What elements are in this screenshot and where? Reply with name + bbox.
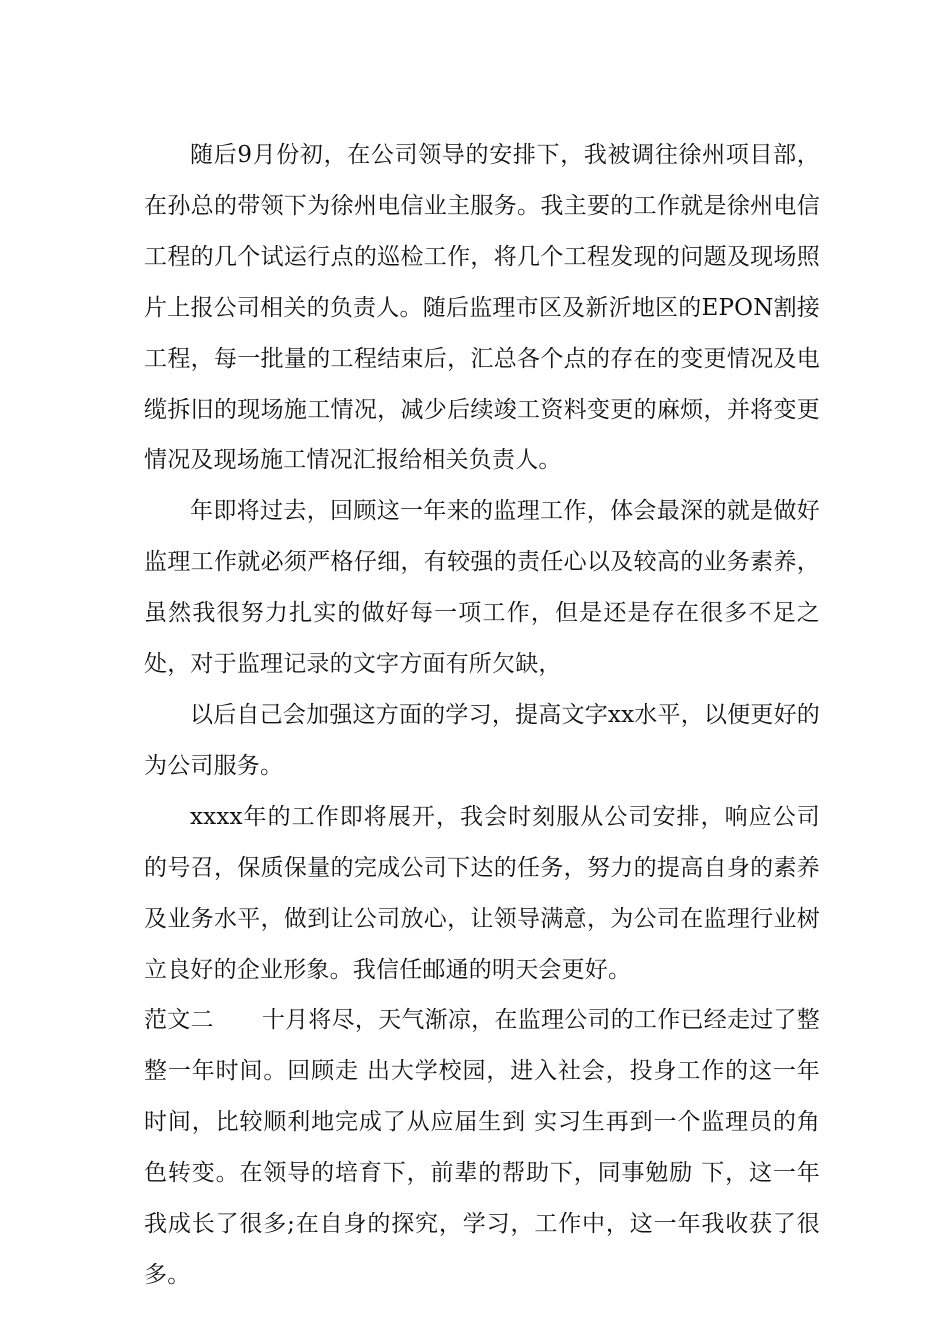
paragraph-3: 以后自己会加强这方面的学习，提高文字xx水平，以便更好的为公司服务。	[144, 701, 820, 779]
section-heading: 范文二	[144, 1007, 214, 1034]
document-body	[144, 130, 820, 1301]
section-paragraph-text: 十月将尽，天气渐凉，在监理公司的工作已经走过了整整一年时间。回顾走 出大学校园，进入社会，投身工作的这一年时间，比较顺利地完成了从应届生到 实习生再到一个监理员的角色转变。在领导的培育下，前辈的帮助下，同事勉励 下，这一年我成长了很多;在自身的探究，学习，工作中，这一年我收获了很多。	[144, 1007, 820, 1288]
paragraph-1: 随后9月份初，在公司领导的安排下，我被调往徐州项目部，在孙总的带领下为徐州电信业主服务。我主要的工作就是徐州电信工程的几个试运行点的巡检工作，将几个工程发现的问题及现场照片上报公司相关的负责人。随后监理市区及新沂地区的EPON割接工程，每一批量的工程结束后，汇总各个点的存在的变更情况及电缆拆旧的现场施工情况，减少后续竣工资料变更的麻烦，并将变更情况及现场施工情况汇报给相关负责人。	[144, 142, 820, 474]
paragraph-4: xxxx年的工作即将展开，我会时刻服从公司安排，响应公司的号召，保质保量的完成公司下达的任务，努力的提高自身的素养及业务水平，做到让公司放心，让领导满意，为公司在监理行业树立良好的企业形象。我信任邮通的明天会更好。	[144, 803, 820, 983]
paragraph-2: 年即将过去，回顾这一年来的监理工作，体会最深的就是做好监理工作就必须严格仔细，有较强的责任心以及较高的业务素养，虽然我很努力扎实的做好每一项工作，但是还是存在很多不足之处，对于监理记录的文字方面有所欠缺，	[144, 498, 820, 678]
section-paragraph	[144, 995, 820, 1300]
